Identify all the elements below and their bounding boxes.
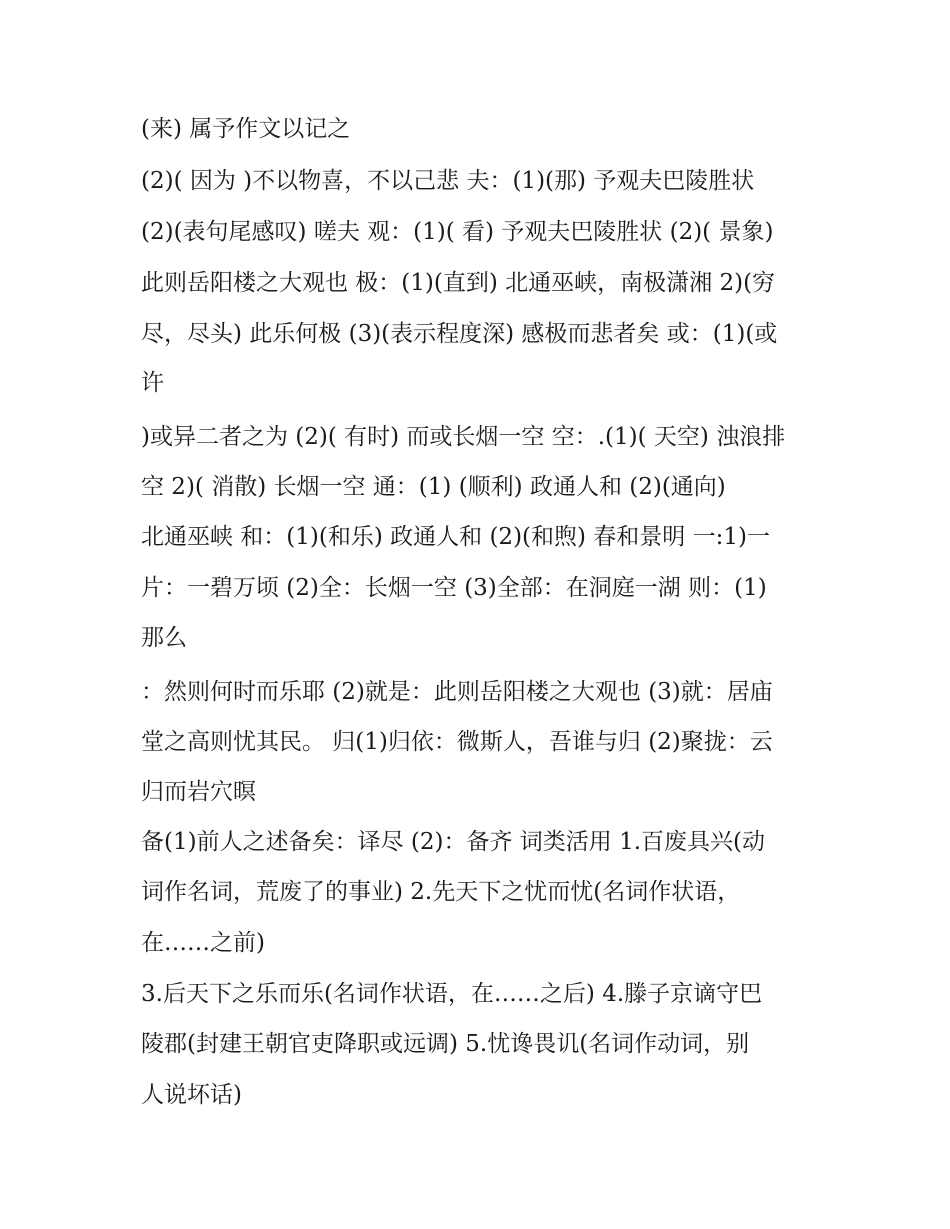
text-line: )或异二者之为 (2)( 有时) 而或长烟一空 空：.(1)( 天空) 浊浪排: [141, 424, 786, 450]
text-line: 此则岳阳楼之大观也 极：(1)(直到) 北通巫峡，南极潇湘 2)(穷: [141, 270, 776, 296]
text-line: ：然则何时而乐耶 (2)就是：此则岳阳楼之大观也 (3)就：居庙: [141, 679, 773, 705]
text-line: 片：一碧万顷 (2)全：长烟一空 (3)全部：在洞庭一湖 则：(1): [141, 575, 767, 601]
text-line: 备(1)前人之述备矣：译尽 (2)：备齐 词类活用 1.百废具兴(动: [141, 829, 766, 855]
text-line: 北通巫峡 和：(1)(和乐) 政通人和 (2)(和煦) 春和景明 一:1)一: [141, 524, 770, 550]
text-line: (2)(表句尾感叹) 嗟夫 观：(1)( 看) 予观夫巴陵胜状 (2)( 景象): [141, 219, 774, 245]
text-line: 那么: [141, 625, 187, 651]
text-line: 归而岩穴暝: [141, 779, 256, 805]
text-line: 堂之高则忧其民。 归(1)归依：微斯人，吾谁与归 (2)聚拢：云: [141, 729, 773, 755]
text-line: 3.后天下之乐而乐(名词作状语，在……之后) 4.滕子京谪守巴: [141, 981, 763, 1007]
text-line: 空 2)( 消散) 长烟一空 通：(1) (顺利) 政通人和 (2)(通向): [141, 474, 726, 500]
text-line: 人说坏话): [141, 1082, 242, 1108]
text-line: (来) 属予作文以记之: [141, 116, 351, 142]
text-line: 在……之前): [141, 930, 265, 956]
text-line: (2)( 因为 )不以物喜，不以己悲 夫：(1)(那) 予观夫巴陵胜状: [141, 168, 755, 194]
text-line: 陵郡(封建王朝官吏降职或远调) 5.忧谗畏讥(名词作动词，别: [141, 1031, 750, 1057]
text-line: 尽，尽头) 此乐何极 (3)(表示程度深) 感极而悲者矣 或：(1)(或: [141, 321, 778, 347]
text-line: 许: [141, 370, 164, 396]
text-line: 词作名词，荒废了的事业) 2.先天下之忧而忧(名词作状语，: [141, 879, 741, 905]
